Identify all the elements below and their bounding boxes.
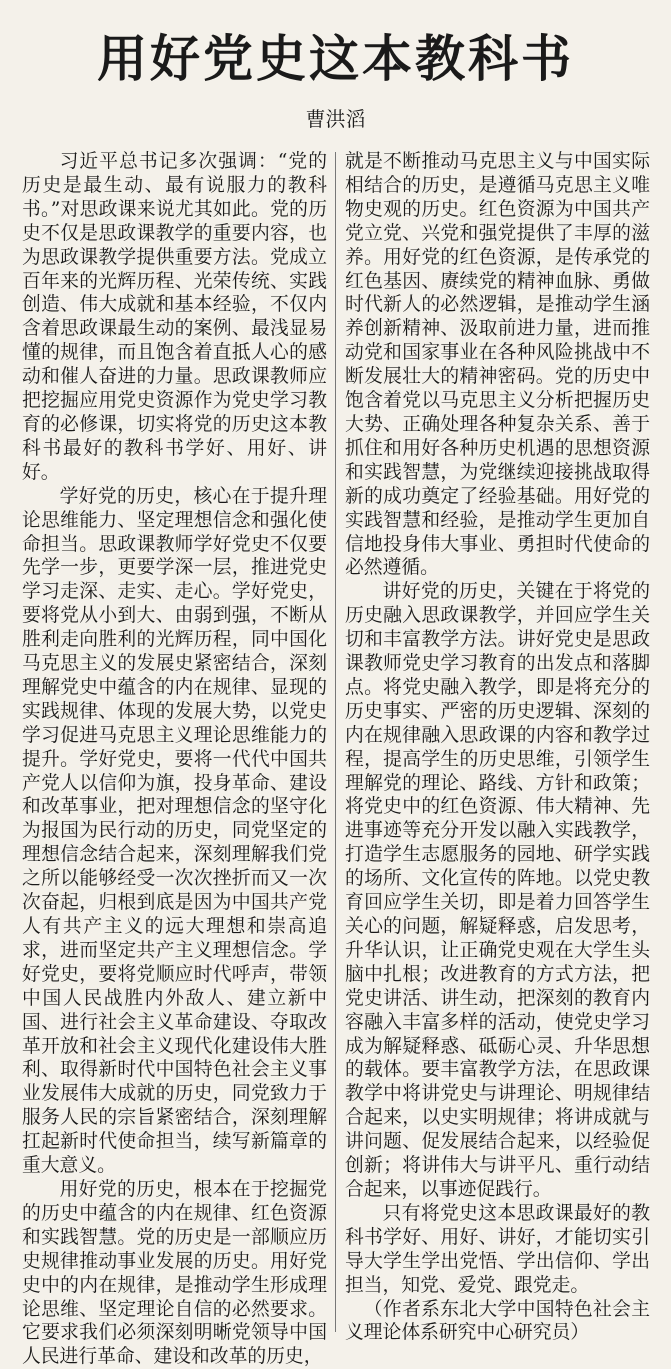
column-divider <box>335 152 336 1332</box>
article-title: 用好党史这本教科书 <box>97 30 574 88</box>
article-author: 曹洪滔 <box>305 107 366 131</box>
paragraph-5: 只有将党史这本思政课最好的教科书学好、用好、讲好，才能切实引导大学生学出党悟、学出信仰、学出担当，知党、爱党、跟党走。 <box>345 1202 650 1296</box>
paragraph-3-continuation: 就是不断推动马克思主义与中国实际相结合的历史，是遵循马克思主义唯物史观的历史。红色资源为中国共产党立党、兴党和强党提供了丰厚的滋养。用好党的红色资源，是传承党的红色基因、赓续党的精神血脉、勇做时代新人的必然逻辑，是推动学生涵养创新精神、汲取前进力量，进而推动党和国家事业在各种风险挑战中不断发展壮大的精神密码。党的历史中饱含着党以马克思主义分析把握历史大势、正确处理各种复杂关系、善于抓住和用好各种历史机遇的思想资源和实践智慧，为党继续迎接挑战取得新的成功奠定了经验基础。用好党的实践智慧和经验，是推动学生更加自信地投身伟大事业、勇担时代使命的必然遵循。 <box>345 151 650 579</box>
paragraph-1: 习近平总书记多次强调：“党的历史是最生动、最有说服力的教科书。”对思政课来说尤其如此。党的历史不仅是思政课教学的重要内容，也为思政课教学提供重要方法。党成立百年来的光辉历程、光荣传统、实践创造、伟大成就和基本经验，不仅内含着思政课最生动的案例、最浅显易懂的规律，而且饱含着直抵人心的感动和催人奋进的力量。思政课教师应把挖掘应用党史资源作为党史学习教育的必修课，切实将党的历史这本教科书最好的教科书学好、用好、讲好。 <box>22 151 327 483</box>
right-column <box>345 150 650 1345</box>
paragraph-4: 讲好党的历史，关键在于将党的历史融入思政课教学，并回应学生关切和丰富教学方法。讲好党史是思政课教师党史学习教育的出发点和落脚点。将党史融入教学，即是将充分的历史事实、严密的历史逻辑、深刻的内在规律融入思政课的内容和教学过程，提高学生的历史思维，引领学生理解党的理论、路线、方针和政策；将党史中的红色资源、伟大精神、先进事迹等充分开发以融入实践教学，打造学生志愿服务的园地、研学实践的场所、文化宣传的阵地。以党史教育回应学生关切，即是着力回答学生关心的问题，解疑释惑，启发思考，升华认识，让正确党史观在大学生头脑中扎根；改进教育的方式方法，把党史讲活、讲生动，把深刻的教育内容融入丰富多样的活动，使党史学习成为解疑释惑、砥砺心灵、升华思想的载体。要丰富教学方法，在思政课教学中将讲党史与讲理论、明规律结合起来，以史实明规律；将讲成就与讲问题、促发展结合起来，以经验促创新；将讲伟大与讲平凡、重行动结合起来，以事迹促践行。 <box>345 581 650 1200</box>
left-column <box>22 150 327 1369</box>
paragraph-3: 用好党的历史，根本在于挖掘党的历史中蕴含的内在规律、红色资源和实践智慧。党的历史是一部顺应历史规律推动事业发展的历史。用好党史中的内在规律，是推动学生形成理论思维、坚定理论自信的必然要求。它要求我们必须深刻明晰党领导中国人民进行革命、建设和改革的历史， <box>22 1178 327 1368</box>
author-note: （作者系东北大学中国特色社会主义理论体系研究中心研究员） <box>345 1298 650 1344</box>
paragraph-2: 学好党的历史，核心在于提升理论思维能力、坚定理想信念和强化使命担当。思政课教师学好党史不仅要先学一步，更要学深一层，推进党史学习走深、走实、走心。学好党史，要将党从小到大、由弱到强，不断从胜利走向胜利的光辉历程，同中国化马克思主义的发展史紧密结合，深刻理解党史中蕴含的内在规律、显现的实践规律、体现的发展大势，以党史学习促进马克思主义理论思维能力的提升。学好党史，要将一代代中国共产党人以信仰为旗，投身革命、建设和改革事业，把对理想信念的坚守化为报国为民行动的历史，同党坚定的理想信念结合起来，深刻理解我们党之所以能够经受一次次挫折而又一次次奋起，归根到底是因为中国共产党人有共产主义的远大理想和崇高追求，进而坚定共产主义理想信念。学好党史，要将党顺应时代呼声，带领中国人民战胜内外敌人、建立新中国、进行社会主义革命建设、夺取改革开放和社会主义现代化建设伟大胜利、取得新时代中国特色社会主义事业发展伟大成就的历史，同党致力于服务人民的宗旨紧密结合，深刻理解扛起新时代使命担当，续写新篇章的重大意义。 <box>22 485 327 1177</box>
